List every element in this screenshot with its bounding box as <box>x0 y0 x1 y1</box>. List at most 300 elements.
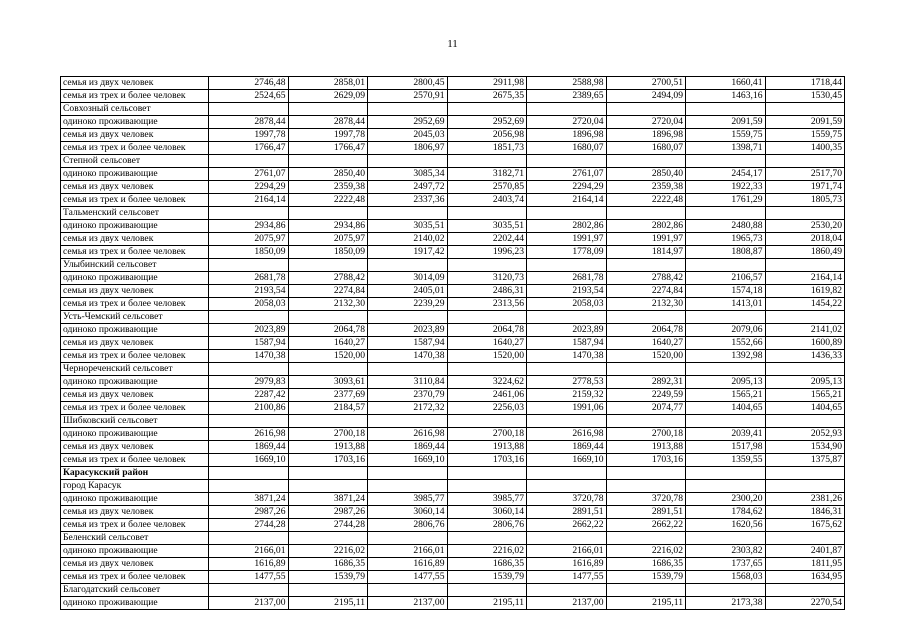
value-cell: 1600,89 <box>765 337 845 350</box>
table-row <box>61 402 845 415</box>
section-header-row <box>61 207 845 220</box>
section-name: Тальменский сельсовет <box>61 207 209 220</box>
value-cell: 1413,01 <box>686 298 766 311</box>
value-cell: 2058,03 <box>209 298 289 311</box>
table-row <box>61 428 845 441</box>
row-label: одиноко проживающие <box>61 376 209 389</box>
value-cell: 2270,54 <box>765 597 845 610</box>
value-cell: 2300,20 <box>686 493 766 506</box>
value-cell: 2681,78 <box>209 272 289 285</box>
value-cell <box>527 155 607 168</box>
value-cell: 1520,00 <box>447 350 527 363</box>
value-cell: 1616,89 <box>209 558 289 571</box>
table-row <box>61 350 845 363</box>
value-cell <box>209 363 289 376</box>
value-cell: 1761,29 <box>686 194 766 207</box>
value-cell: 2530,20 <box>765 220 845 233</box>
row-label: семья из трех и более человек <box>61 298 209 311</box>
district-header-row <box>61 467 845 480</box>
value-cell <box>288 415 368 428</box>
value-cell: 2075,97 <box>288 233 368 246</box>
row-label: семья из трех и более человек <box>61 402 209 415</box>
section-header-row <box>61 480 845 493</box>
value-cell: 1784,62 <box>686 506 766 519</box>
value-cell: 1463,16 <box>686 90 766 103</box>
table-row <box>61 129 845 142</box>
value-cell: 2744,28 <box>288 519 368 532</box>
row-label: семья из двух человек <box>61 285 209 298</box>
value-cell: 1539,79 <box>447 571 527 584</box>
value-cell: 2095,13 <box>765 376 845 389</box>
value-cell: 2616,98 <box>368 428 448 441</box>
value-cell: 3720,78 <box>606 493 686 506</box>
value-cell: 2517,70 <box>765 168 845 181</box>
value-cell: 2249,59 <box>606 389 686 402</box>
value-cell <box>288 311 368 324</box>
value-cell: 1404,65 <box>686 402 766 415</box>
value-cell <box>606 207 686 220</box>
row-label: семья из двух человек <box>61 441 209 454</box>
value-cell: 1686,35 <box>447 558 527 571</box>
value-cell: 2164,14 <box>765 272 845 285</box>
value-cell <box>527 480 607 493</box>
value-cell <box>447 103 527 116</box>
value-cell: 2056,98 <box>447 129 527 142</box>
value-cell: 2140,02 <box>368 233 448 246</box>
value-cell <box>606 467 686 480</box>
value-cell: 1520,00 <box>606 350 686 363</box>
value-cell <box>209 532 289 545</box>
value-cell: 1375,87 <box>765 454 845 467</box>
value-cell <box>368 415 448 428</box>
value-cell: 1703,16 <box>288 454 368 467</box>
value-cell: 2746,48 <box>209 77 289 90</box>
value-cell <box>765 259 845 272</box>
value-cell: 1805,73 <box>765 194 845 207</box>
value-cell: 2023,89 <box>368 324 448 337</box>
value-cell: 2486,31 <box>447 285 527 298</box>
value-cell: 1404,65 <box>765 402 845 415</box>
value-cell: 3720,78 <box>527 493 607 506</box>
section-header-row <box>61 532 845 545</box>
value-cell <box>686 467 766 480</box>
value-cell: 2850,40 <box>288 168 368 181</box>
value-cell <box>447 155 527 168</box>
value-cell <box>368 207 448 220</box>
value-cell: 1680,07 <box>606 142 686 155</box>
value-cell <box>606 103 686 116</box>
row-label: семья из трех и более человек <box>61 571 209 584</box>
value-cell: 2064,78 <box>288 324 368 337</box>
value-cell <box>209 467 289 480</box>
value-cell <box>527 532 607 545</box>
value-cell: 1703,16 <box>447 454 527 467</box>
value-cell: 2074,77 <box>606 402 686 415</box>
value-cell <box>765 363 845 376</box>
value-cell <box>209 207 289 220</box>
value-cell: 2806,76 <box>368 519 448 532</box>
section-name: Улыбинский сельсовет <box>61 259 209 272</box>
value-cell: 2700,18 <box>447 428 527 441</box>
row-label: одиноко проживающие <box>61 597 209 610</box>
table-row <box>61 285 845 298</box>
table-row <box>61 220 845 233</box>
table-row <box>61 558 845 571</box>
value-cell: 2497,72 <box>368 181 448 194</box>
value-cell: 2359,38 <box>288 181 368 194</box>
value-cell <box>447 259 527 272</box>
value-cell: 1640,27 <box>606 337 686 350</box>
row-label: семья из трех и более человек <box>61 350 209 363</box>
value-cell: 2389,65 <box>527 90 607 103</box>
value-cell <box>288 259 368 272</box>
value-cell <box>527 103 607 116</box>
value-cell: 1806,97 <box>368 142 448 155</box>
value-cell: 2166,01 <box>368 545 448 558</box>
value-cell: 1669,10 <box>527 454 607 467</box>
value-cell: 1737,65 <box>686 558 766 571</box>
value-cell: 2359,38 <box>606 181 686 194</box>
value-cell: 2106,57 <box>686 272 766 285</box>
section-name: Благодатский сельсовет <box>61 584 209 597</box>
section-name: Совхозный сельсовет <box>61 103 209 116</box>
table-row <box>61 337 845 350</box>
value-cell: 2934,86 <box>209 220 289 233</box>
value-cell: 1477,55 <box>368 571 448 584</box>
value-cell: 2064,78 <box>447 324 527 337</box>
value-cell: 1913,88 <box>606 441 686 454</box>
value-cell <box>765 532 845 545</box>
value-cell: 2911,98 <box>447 77 527 90</box>
value-cell: 2100,86 <box>209 402 289 415</box>
value-cell <box>606 259 686 272</box>
table-row <box>61 376 845 389</box>
value-cell: 1669,10 <box>368 454 448 467</box>
row-label: семья из трех и более человек <box>61 454 209 467</box>
value-cell: 2313,56 <box>447 298 527 311</box>
value-cell: 2274,84 <box>288 285 368 298</box>
value-cell <box>447 363 527 376</box>
value-cell: 2216,02 <box>606 545 686 558</box>
value-cell <box>527 259 607 272</box>
value-cell: 1997,78 <box>209 129 289 142</box>
value-cell: 2303,82 <box>686 545 766 558</box>
district-name: Карасукский район <box>61 467 209 480</box>
value-cell: 3871,24 <box>209 493 289 506</box>
value-cell <box>368 259 448 272</box>
section-name: Степной сельсовет <box>61 155 209 168</box>
value-cell: 3060,14 <box>447 506 527 519</box>
value-cell: 2239,29 <box>368 298 448 311</box>
value-cell: 1634,95 <box>765 571 845 584</box>
value-cell <box>527 311 607 324</box>
value-cell: 1869,44 <box>527 441 607 454</box>
value-cell <box>686 415 766 428</box>
value-cell: 2141,02 <box>765 324 845 337</box>
section-name: город Карасук <box>61 480 209 493</box>
section-header-row <box>61 584 845 597</box>
value-cell: 2588,98 <box>527 77 607 90</box>
value-cell: 3014,09 <box>368 272 448 285</box>
value-cell: 1869,44 <box>368 441 448 454</box>
value-cell: 2195,11 <box>447 597 527 610</box>
value-cell: 1359,55 <box>686 454 766 467</box>
value-cell <box>765 467 845 480</box>
value-cell <box>447 480 527 493</box>
value-cell: 2164,14 <box>527 194 607 207</box>
value-cell <box>368 311 448 324</box>
value-cell <box>447 532 527 545</box>
value-cell: 1860,49 <box>765 246 845 259</box>
value-cell <box>686 311 766 324</box>
value-cell: 1922,33 <box>686 181 766 194</box>
value-cell: 2979,83 <box>209 376 289 389</box>
value-cell: 2662,22 <box>527 519 607 532</box>
value-cell <box>288 584 368 597</box>
value-cell: 3985,77 <box>368 493 448 506</box>
row-label: одиноко проживающие <box>61 324 209 337</box>
table-row <box>61 194 845 207</box>
value-cell <box>527 363 607 376</box>
row-label: одиноко проживающие <box>61 428 209 441</box>
value-cell: 2788,42 <box>606 272 686 285</box>
value-cell <box>686 103 766 116</box>
value-cell: 2788,42 <box>288 272 368 285</box>
value-cell: 1470,38 <box>209 350 289 363</box>
value-cell: 2222,48 <box>606 194 686 207</box>
value-cell: 2287,42 <box>209 389 289 402</box>
value-cell: 2216,02 <box>447 545 527 558</box>
value-cell: 1552,66 <box>686 337 766 350</box>
value-cell: 2193,54 <box>209 285 289 298</box>
value-cell <box>288 207 368 220</box>
value-cell: 2023,89 <box>527 324 607 337</box>
table-row <box>61 233 845 246</box>
value-cell: 1718,44 <box>765 77 845 90</box>
value-cell: 2039,41 <box>686 428 766 441</box>
value-cell: 3085,34 <box>368 168 448 181</box>
value-cell <box>288 103 368 116</box>
value-cell <box>447 311 527 324</box>
value-cell: 1808,87 <box>686 246 766 259</box>
section-header-row <box>61 259 845 272</box>
value-cell <box>368 467 448 480</box>
value-cell: 1530,45 <box>765 90 845 103</box>
row-label: семья из двух человек <box>61 181 209 194</box>
value-cell: 2274,84 <box>606 285 686 298</box>
value-cell: 1477,55 <box>209 571 289 584</box>
row-label: одиноко проживающие <box>61 545 209 558</box>
value-cell: 1766,47 <box>209 142 289 155</box>
value-cell: 2381,26 <box>765 493 845 506</box>
row-label: семья из двух человек <box>61 129 209 142</box>
table-row <box>61 168 845 181</box>
value-cell: 1851,73 <box>447 142 527 155</box>
value-cell: 2091,59 <box>686 116 766 129</box>
tariff-table <box>60 76 845 610</box>
value-cell: 1814,97 <box>606 246 686 259</box>
section-header-row <box>61 103 845 116</box>
value-cell: 1574,18 <box>686 285 766 298</box>
value-cell: 2294,29 <box>527 181 607 194</box>
row-label: семья из двух человек <box>61 506 209 519</box>
value-cell: 2778,53 <box>527 376 607 389</box>
section-header-row <box>61 415 845 428</box>
table-row <box>61 519 845 532</box>
value-cell <box>288 467 368 480</box>
table-row <box>61 597 845 610</box>
value-cell: 1991,97 <box>527 233 607 246</box>
value-cell: 2052,93 <box>765 428 845 441</box>
value-cell <box>765 207 845 220</box>
value-cell <box>686 259 766 272</box>
value-cell: 1675,62 <box>765 519 845 532</box>
value-cell <box>209 415 289 428</box>
value-cell: 1616,89 <box>368 558 448 571</box>
value-cell: 2891,51 <box>527 506 607 519</box>
value-cell: 2987,26 <box>288 506 368 519</box>
value-cell: 2137,00 <box>527 597 607 610</box>
value-cell <box>765 311 845 324</box>
table-row <box>61 116 845 129</box>
value-cell: 2700,18 <box>606 428 686 441</box>
value-cell: 1811,95 <box>765 558 845 571</box>
value-cell <box>686 155 766 168</box>
value-cell: 2256,03 <box>447 402 527 415</box>
value-cell: 1896,98 <box>606 129 686 142</box>
value-cell <box>368 532 448 545</box>
value-cell: 2952,69 <box>368 116 448 129</box>
table-row <box>61 298 845 311</box>
value-cell <box>368 480 448 493</box>
value-cell: 1568,03 <box>686 571 766 584</box>
value-cell: 2195,11 <box>606 597 686 610</box>
value-cell <box>447 467 527 480</box>
value-cell: 2172,32 <box>368 402 448 415</box>
value-cell <box>606 532 686 545</box>
table-row <box>61 493 845 506</box>
value-cell: 1587,94 <box>527 337 607 350</box>
value-cell: 2370,79 <box>368 389 448 402</box>
value-cell: 2681,78 <box>527 272 607 285</box>
value-cell <box>368 155 448 168</box>
row-label: семья из трех и более человек <box>61 519 209 532</box>
value-cell: 1850,09 <box>288 246 368 259</box>
value-cell: 2337,36 <box>368 194 448 207</box>
value-cell: 2570,91 <box>368 90 448 103</box>
value-cell: 2858,01 <box>288 77 368 90</box>
value-cell <box>606 415 686 428</box>
table-body <box>61 77 845 610</box>
value-cell: 1869,44 <box>209 441 289 454</box>
page-number: 11 <box>447 38 458 50</box>
value-cell: 1392,98 <box>686 350 766 363</box>
value-cell: 2294,29 <box>209 181 289 194</box>
row-label: семья из трех и более человек <box>61 246 209 259</box>
table-row <box>61 77 845 90</box>
value-cell: 2193,54 <box>527 285 607 298</box>
value-cell <box>209 584 289 597</box>
value-cell: 1965,73 <box>686 233 766 246</box>
value-cell <box>447 207 527 220</box>
value-cell: 1470,38 <box>527 350 607 363</box>
value-cell <box>765 584 845 597</box>
value-cell: 2878,44 <box>209 116 289 129</box>
value-cell: 2616,98 <box>209 428 289 441</box>
section-header-row <box>61 363 845 376</box>
value-cell <box>765 415 845 428</box>
value-cell: 1587,94 <box>368 337 448 350</box>
value-cell: 1913,88 <box>447 441 527 454</box>
value-cell <box>686 207 766 220</box>
value-cell: 2166,01 <box>209 545 289 558</box>
table-row <box>61 454 845 467</box>
value-cell: 2461,06 <box>447 389 527 402</box>
value-cell <box>447 415 527 428</box>
value-cell: 1660,41 <box>686 77 766 90</box>
table-row <box>61 246 845 259</box>
value-cell: 2079,06 <box>686 324 766 337</box>
value-cell: 2164,14 <box>209 194 289 207</box>
value-cell: 2377,69 <box>288 389 368 402</box>
value-cell: 2800,45 <box>368 77 448 90</box>
table-row <box>61 441 845 454</box>
value-cell: 2222,48 <box>288 194 368 207</box>
value-cell: 3035,51 <box>447 220 527 233</box>
value-cell: 1520,00 <box>288 350 368 363</box>
value-cell: 2132,30 <box>288 298 368 311</box>
value-cell: 2700,51 <box>606 77 686 90</box>
value-cell: 1896,98 <box>527 129 607 142</box>
value-cell: 2159,32 <box>527 389 607 402</box>
table-row <box>61 90 845 103</box>
value-cell <box>606 584 686 597</box>
value-cell: 2878,44 <box>288 116 368 129</box>
value-cell: 3985,77 <box>447 493 527 506</box>
value-cell: 1398,71 <box>686 142 766 155</box>
row-label: семья из трех и более человек <box>61 90 209 103</box>
value-cell: 2629,09 <box>288 90 368 103</box>
value-cell: 1846,31 <box>765 506 845 519</box>
row-label: семья из двух человек <box>61 389 209 402</box>
value-cell: 3060,14 <box>368 506 448 519</box>
value-cell: 1619,82 <box>765 285 845 298</box>
row-label: одиноко проживающие <box>61 272 209 285</box>
value-cell: 1539,79 <box>288 571 368 584</box>
value-cell <box>765 103 845 116</box>
value-cell: 2761,07 <box>209 168 289 181</box>
value-cell: 1559,75 <box>765 129 845 142</box>
value-cell: 1400,35 <box>765 142 845 155</box>
value-cell: 2802,86 <box>606 220 686 233</box>
value-cell: 2480,88 <box>686 220 766 233</box>
value-cell: 1680,07 <box>527 142 607 155</box>
value-cell: 1913,88 <box>288 441 368 454</box>
table-row <box>61 324 845 337</box>
value-cell: 1640,27 <box>288 337 368 350</box>
value-cell: 2934,86 <box>288 220 368 233</box>
value-cell: 3035,51 <box>368 220 448 233</box>
row-label: семья из трех и более человек <box>61 142 209 155</box>
value-cell <box>527 207 607 220</box>
value-cell: 1971,74 <box>765 181 845 194</box>
value-cell: 1686,35 <box>288 558 368 571</box>
value-cell: 2091,59 <box>765 116 845 129</box>
table-row <box>61 142 845 155</box>
row-label: одиноко проживающие <box>61 493 209 506</box>
value-cell: 1669,10 <box>209 454 289 467</box>
value-cell: 1997,78 <box>288 129 368 142</box>
